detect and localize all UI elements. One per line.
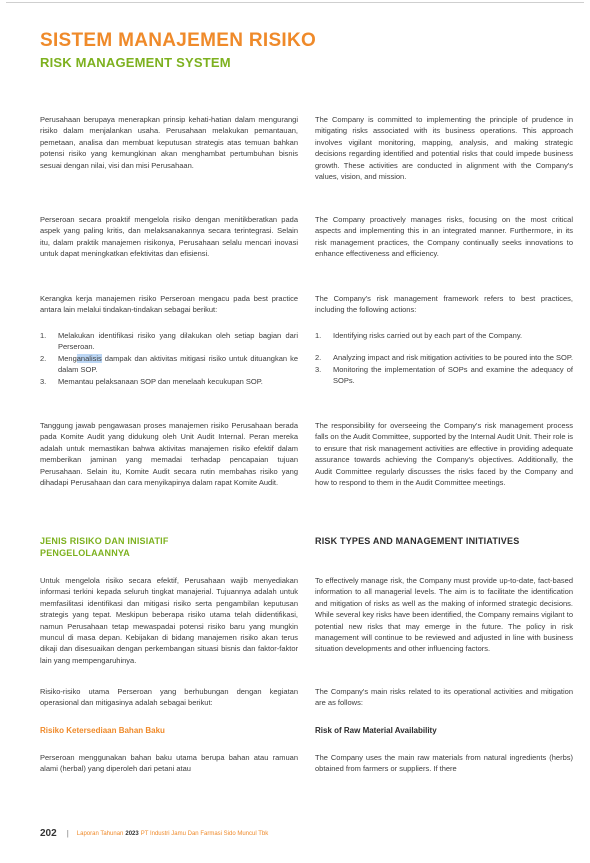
footer-separator: | bbox=[66, 829, 69, 838]
section-heading-en: RISK TYPES AND MANAGEMENT INITIATIVES bbox=[315, 536, 520, 546]
page-number: 202 bbox=[40, 828, 57, 839]
page-subtitle: RISK MANAGEMENT SYSTEM bbox=[40, 55, 231, 70]
text-selection-highlight[interactable]: analisis bbox=[76, 353, 102, 363]
top-divider bbox=[6, 2, 584, 3]
page-title: SISTEM MANAJEMEN RISIKO bbox=[40, 30, 317, 51]
right-paragraph-1: The Company is committed to implementing the principle of prudence in mitigating risks associated with its business operations. This approach involves vigilant monitoring, mapping, analysis, and making strategic decisions regarding identified and potential risks that could impede business growth. These activities are conducted in alignment with the Company's values, vision, and mission. bbox=[315, 115, 573, 182]
list-item: 3. Memantau pelaksanaan SOP dan menelaah kecukupan SOP. bbox=[40, 376, 263, 386]
right-paragraph-4: The responsibility for overseeing the Company's risk management process falls on the Audit Committee, supported by the Internal Audit Unit. Their role is to ensure that risk management activities are effective in providing adequate assurance towards achieving the Company's objectives. Additionally, the Audit Committee regularly discusses the risks faced by the Company and how to respond to them in the Audit Committee meetings. bbox=[315, 421, 573, 488]
left-paragraph-7: Perseroan menggunakan bahan baku utama berupa bahan atau ramuan alami (herbal) yang diperoleh dari petani atau bbox=[40, 753, 298, 774]
section-heading-id: JENIS RISIKO DAN INISIATIF PENGELOLAANNYA bbox=[40, 536, 169, 558]
right-paragraph-6: The Company's main risks related to its operational activities and mitigation are as follows: bbox=[315, 687, 573, 708]
list-item: 1. Melakukan identifikasi risiko yang dilakukan oleh setiap bagian dari Perseroan. bbox=[40, 331, 298, 352]
right-paragraph-5: To effectively manage risk, the Company must provide up-to-date, fact-based information to all managerial levels. The aim is to facilitate the identification and mitigation of risks as well as the making of informed strategic decisions. While several key risks have been identified, the Company remains vigilant to potential new risks that may emerge in the future. The policy in risk management will continue to be reviewed and adjusted in line with business situation developments and other influencing factors. bbox=[315, 576, 573, 654]
right-paragraph-3: The Company's risk management framework refers to best practices, including the following actions: bbox=[315, 294, 573, 315]
right-paragraph-2: The Company proactively manages risks, focusing on the most critical aspects and implementing this in an integrated manner. Furthermore, in its risk management practices, the Company continually seeks innovations to enhance effectiveness and efficiency. bbox=[315, 215, 573, 259]
left-paragraph-5: Untuk mengelola risiko secara efektif, Perusahaan wajib menyediakan informasi terkini kepada seluruh tingkat manajerial. Tujuannya adalah untuk memfasilitasi identifikasi dan mitigasi risiko serta pengambilan keputusan strategis yang tepat. Meskipun beberapa risiko utama telah diidentifikasi, namun Perusahaan tetap mewaspadai potensi risiko baru yang mungkin muncul di masa depan. Kebijakan di bidang manajemen risiko akan terus dikaji dan disesuaikan dengan perkembangan situasi bisnis dan faktor-faktor lain yang mempengaruhinya. bbox=[40, 576, 298, 665]
page-footer bbox=[40, 828, 268, 839]
footer-company: PT Industri Jamu Dan Farmasi Sido Muncul Tbk bbox=[140, 830, 269, 837]
left-paragraph-2: Perseroan secara proaktif mengelola risiko dengan menitikberatkan pada aspek yang paling kritis, dan melaksanakannya secara terintegrasi. Selain itu, dalam praktik manajemen risikonya, Perusahaan selalu mencari inovasi untuk dapat meningkatkan efektivitas dan efisiensi. bbox=[40, 215, 298, 259]
left-action-list bbox=[40, 330, 298, 387]
left-paragraph-6: Risiko-risiko utama Perseroan yang berhubungan dengan kegiatan operasional dan mitigasinya adalah sebagai berikut: bbox=[40, 687, 298, 708]
right-paragraph-7: The Company uses the main raw materials from natural ingredients (herbs) obtained from farmers or suppliers. If there bbox=[315, 753, 573, 774]
list-item: 1. Identifying risks carried out by each part of the Company. bbox=[315, 331, 523, 340]
left-paragraph-1: Perusahaan berupaya menerapkan prinsip kehati-hatian dalam mengurangi risiko dalam menjalankan usaha. Perusahaan melakukan pemantauan, pemetaan, analisa dan membuat keputusan strategis atas temuan bahkan potensi risiko yang kemungkinan akan menghambat pertumbuhan bisnis sesuai dengan nilai, visi dan misi Perusahaan. bbox=[40, 115, 298, 170]
list-item: 2. Analyzing impact and risk mitigation activities to be poured into the SOP. bbox=[315, 353, 573, 363]
list-item: 3. Monitoring the implementation of SOPs and examine the adequacy of SOPs. bbox=[315, 364, 573, 386]
subheading-id: Risiko Ketersediaan Bahan Baku bbox=[40, 726, 165, 735]
list-item: 2. Menganalisis dampak dan aktivitas mitigasi risiko untuk dituangkan ke dalam SOP. bbox=[40, 353, 298, 375]
footer-report-label: Laporan Tahunan bbox=[76, 830, 124, 837]
footer-year: 2023 bbox=[125, 830, 139, 837]
left-paragraph-4: Tanggung jawab pengawasan proses manajemen risiko Perusahaan berada pada Komite Audit yang didukung oleh Unit Audit Internal. Peran mereka adalah untuk memastikan bahwa aktivitas manajemen risiko efektif dalam memberikan jaminan yang memadai terhadap pencapaian tujuan Perusahaan. Selain itu, Komite Audit secara rutin membahas risiko yang dihadapi Perusahaan dan cara menyikapinya dalam rapat Komite Audit. bbox=[40, 421, 298, 488]
right-action-list bbox=[315, 330, 573, 387]
subheading-en: Risk of Raw Material Availability bbox=[315, 726, 437, 735]
left-paragraph-3: Kerangka kerja manajemen risiko Perseroan mengacu pada best practice antara lain melalui tindakan-tindakan sebagai berikut: bbox=[40, 294, 298, 315]
